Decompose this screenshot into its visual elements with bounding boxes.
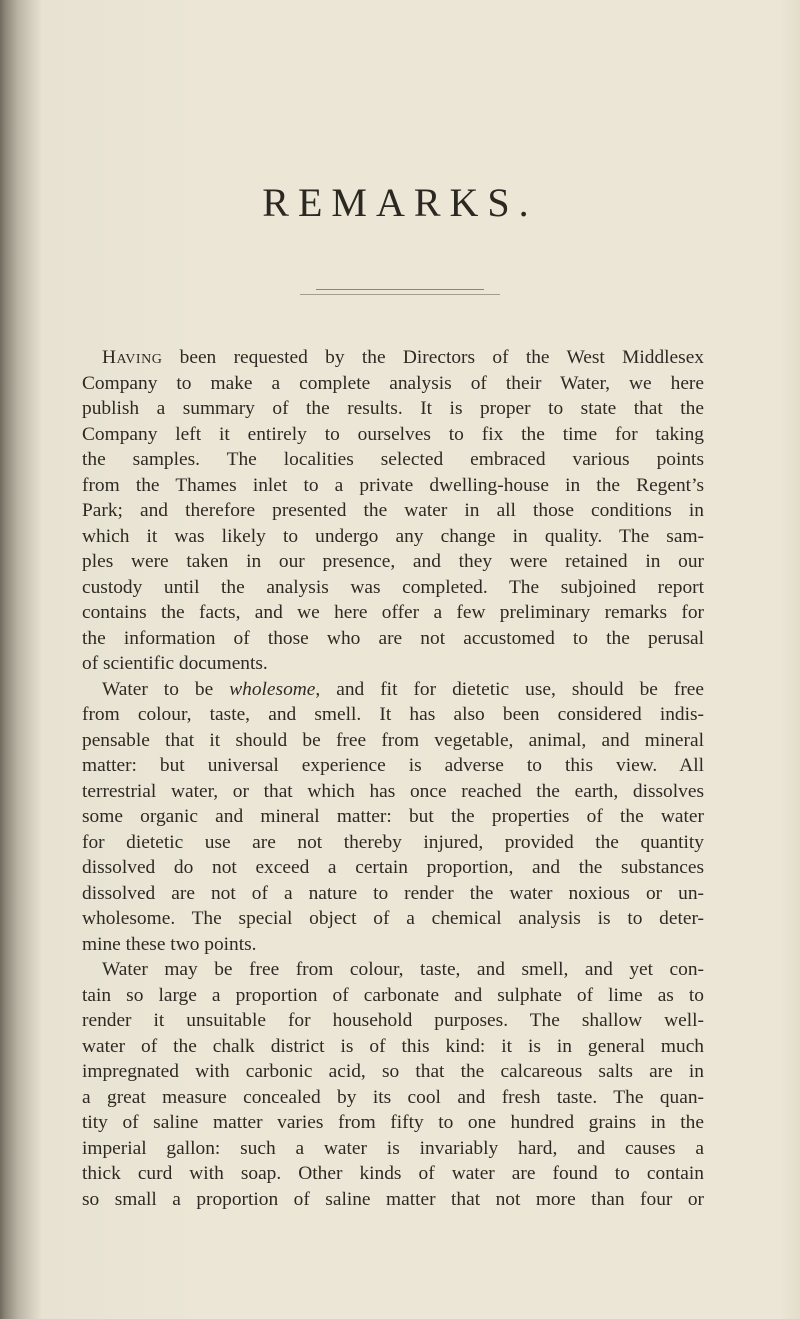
paragraph-1-line-1: Having been requested by the Directors of the West Middlesex bbox=[102, 347, 704, 368]
paragraph-3-line: a great measure concealed by its cool and fresh taste. The quan- bbox=[82, 1086, 704, 1108]
paragraph-3-line: impregnated with carbonic acid, so that the calcareous salts are in bbox=[82, 1061, 704, 1082]
heading-rule bbox=[316, 289, 484, 290]
paragraph-3-line: so small a proportion of saline matter that not more than four or bbox=[82, 1188, 704, 1210]
paragraph-2-line: from colour, taste, and smell. It has also been considered indis- bbox=[82, 704, 704, 725]
paragraph-2-line: terrestrial water, or that which has once reached the earth, dissolves bbox=[82, 780, 704, 802]
paragraph-1-line: which it was likely to undergo any change in quality. The sam- bbox=[82, 525, 704, 547]
paragraph-3-line: Water may be free from colour, taste, and smell, and yet con- bbox=[102, 959, 704, 980]
paragraph-2-line: dissolved are not of a nature to render the water noxious or un- bbox=[82, 882, 704, 904]
paragraph-1-line: ples were taken in our presence, and they were retained in our bbox=[82, 551, 704, 572]
paragraph-3-line: tity of saline matter varies from fifty to one hundred grains in the bbox=[82, 1112, 704, 1133]
paragraph-1-line: of scientific documents. bbox=[82, 653, 268, 674]
paragraph-3-line: tain so large a proportion of carbonate and sulphate of lime as to bbox=[82, 984, 704, 1006]
paragraph-2-line-1: Water to be wholesome, and fit for dietetic use, should be free bbox=[102, 678, 704, 700]
paragraph-2-line: wholesome. The special object of a chemical analysis is to deter- bbox=[82, 908, 704, 929]
paragraph-1-line: contains the facts, and we here offer a few preliminary remarks for bbox=[82, 602, 704, 623]
paragraph-2-line: dissolved do not exceed a certain proportion, and the substances bbox=[82, 857, 704, 878]
paragraph-3-line: water of the chalk district is of this kind: it is in general much bbox=[82, 1035, 704, 1057]
paragraph-1-line: the samples. The localities selected embraced various points bbox=[82, 449, 704, 470]
paragraph-3-line: imperial gallon: such a water is invariably hard, and causes a bbox=[82, 1137, 704, 1159]
paragraph-1-line: custody until the analysis was completed. The subjoined report bbox=[82, 576, 704, 598]
paragraph-2-line: some organic and mineral matter: but the properties of the water bbox=[82, 806, 704, 827]
heading-rule-secondary bbox=[300, 294, 500, 295]
paragraph-2-line: for dietetic use are not thereby injured, provided the quantity bbox=[82, 831, 704, 853]
paragraph-1-line: the information of those who are not accustomed to the perusal bbox=[82, 627, 704, 649]
emphasis-wholesome: wholesome bbox=[229, 678, 316, 700]
paragraph-1-line: Park; and therefore presented the water in all those conditions in bbox=[82, 500, 704, 521]
page-heading: REMARKS. bbox=[262, 180, 538, 225]
paragraph-3-line: thick curd with soap. Other kinds of water are found to contain bbox=[82, 1163, 704, 1184]
paragraph-3-line: render it unsuitable for household purposes. The shallow well- bbox=[82, 1010, 704, 1031]
paragraph-1-line: Company to make a complete analysis of their Water, we here bbox=[82, 372, 704, 394]
paragraph-1-line: publish a summary of the results. It is proper to state that the bbox=[82, 398, 704, 419]
drop-word: Having bbox=[102, 347, 163, 368]
body-text bbox=[82, 345, 704, 1212]
paragraph-2-line: pensable that it should be free from vegetable, animal, and mineral bbox=[82, 729, 704, 751]
paragraph-2-line: mine these two points. bbox=[82, 933, 257, 955]
paragraph-1-line: from the Thames inlet to a private dwelling-house in the Regent’s bbox=[82, 474, 704, 496]
paragraph-1-line: Company left it entirely to ourselves to fix the time for taking bbox=[82, 423, 704, 445]
paragraph-2-line: matter: but universal experience is adverse to this view. All bbox=[82, 755, 704, 776]
